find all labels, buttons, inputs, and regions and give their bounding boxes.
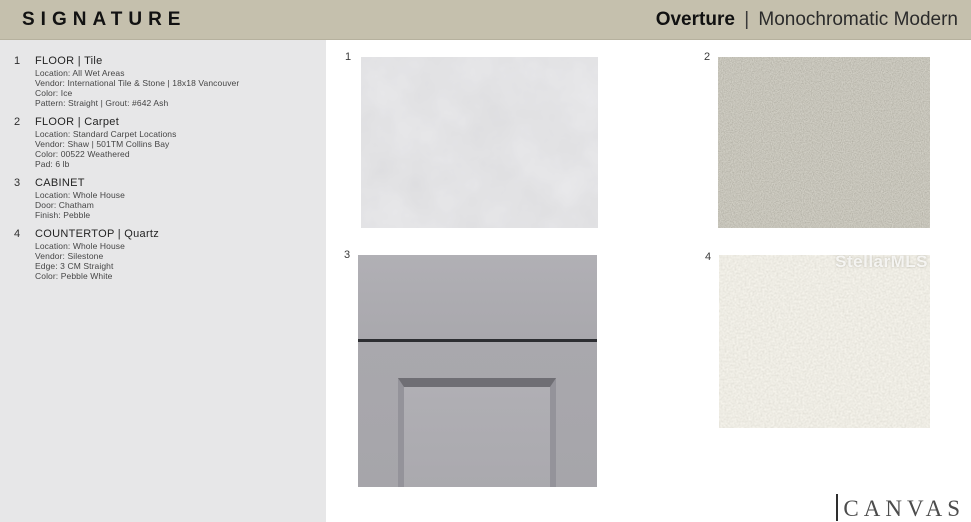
spec-detail: Edge: 3 CM Straight	[35, 261, 114, 271]
spec-detail: Door: Chatham	[35, 200, 94, 210]
spec-title: FLOOR | Carpet	[35, 116, 120, 128]
collection-name: Overture	[655, 8, 735, 30]
quartz-texture	[719, 255, 930, 428]
spec-title: FLOOR | Tile	[35, 55, 103, 67]
cabinet-door-front	[358, 342, 597, 487]
canvas-logo	[836, 494, 965, 521]
theme-name: Monochromatic Modern	[758, 8, 958, 30]
spec-detail: Color: Ice	[35, 88, 73, 98]
cabinet-drawer-front	[358, 255, 597, 339]
swatch-label-4: 4	[705, 251, 712, 263]
spec-number: 2	[14, 116, 21, 128]
spec-detail: Color: 00522 Weathered	[35, 149, 130, 159]
spec-item-floor-carpet	[14, 116, 318, 169]
spec-list	[0, 40, 326, 522]
carpet-swatch-image	[718, 57, 930, 228]
tile-swatch-image	[361, 57, 598, 228]
canvas-logo-bar	[836, 494, 838, 521]
collection-title	[656, 9, 958, 31]
spec-number: 1	[14, 55, 21, 67]
spec-detail: Vendor: Silestone	[35, 251, 104, 261]
spec-item-floor-tile	[14, 55, 318, 108]
collection-separator: |	[744, 8, 750, 30]
spec-detail: Pattern: Straight | Grout: #642 Ash	[35, 98, 169, 108]
cabinet-recessed-panel	[398, 378, 556, 487]
header-bar	[0, 0, 971, 40]
cabinet-swatch-image	[358, 255, 597, 487]
spec-number: 3	[14, 177, 21, 189]
spec-detail: Location: Whole House	[35, 190, 125, 200]
spec-item-cabinet	[14, 177, 318, 220]
spec-detail: Finish: Pebble	[35, 210, 91, 220]
carpet-texture	[718, 57, 930, 228]
brand-title: SIGNATURE	[22, 8, 187, 30]
canvas-logo-text: CANVAS	[843, 496, 965, 521]
spec-detail: Location: Whole House	[35, 241, 125, 251]
swatch-label-3: 3	[344, 249, 351, 261]
spec-detail: Pad: 6 lb	[35, 159, 70, 169]
tile-texture	[361, 57, 598, 228]
spec-title: COUNTERTOP | Quartz	[35, 228, 160, 240]
spec-detail: Vendor: International Tile & Stone | 18x18 Vancouver	[35, 78, 240, 88]
stellar-mls-watermark: StellarMLS	[835, 255, 928, 271]
spec-detail: Color: Pebble White	[35, 271, 113, 281]
quartz-swatch-image	[719, 255, 930, 428]
spec-detail: Location: Standard Carpet Locations	[35, 129, 177, 139]
swatch-label-2: 2	[704, 51, 711, 63]
swatch-label-1: 1	[345, 51, 352, 63]
spec-detail: Vendor: Shaw | 501TM Collins Bay	[35, 139, 170, 149]
spec-item-countertop	[14, 228, 318, 281]
spec-title: CABINET	[35, 177, 85, 189]
spec-number: 4	[14, 228, 21, 240]
spec-detail: Location: All Wet Areas	[35, 68, 125, 78]
